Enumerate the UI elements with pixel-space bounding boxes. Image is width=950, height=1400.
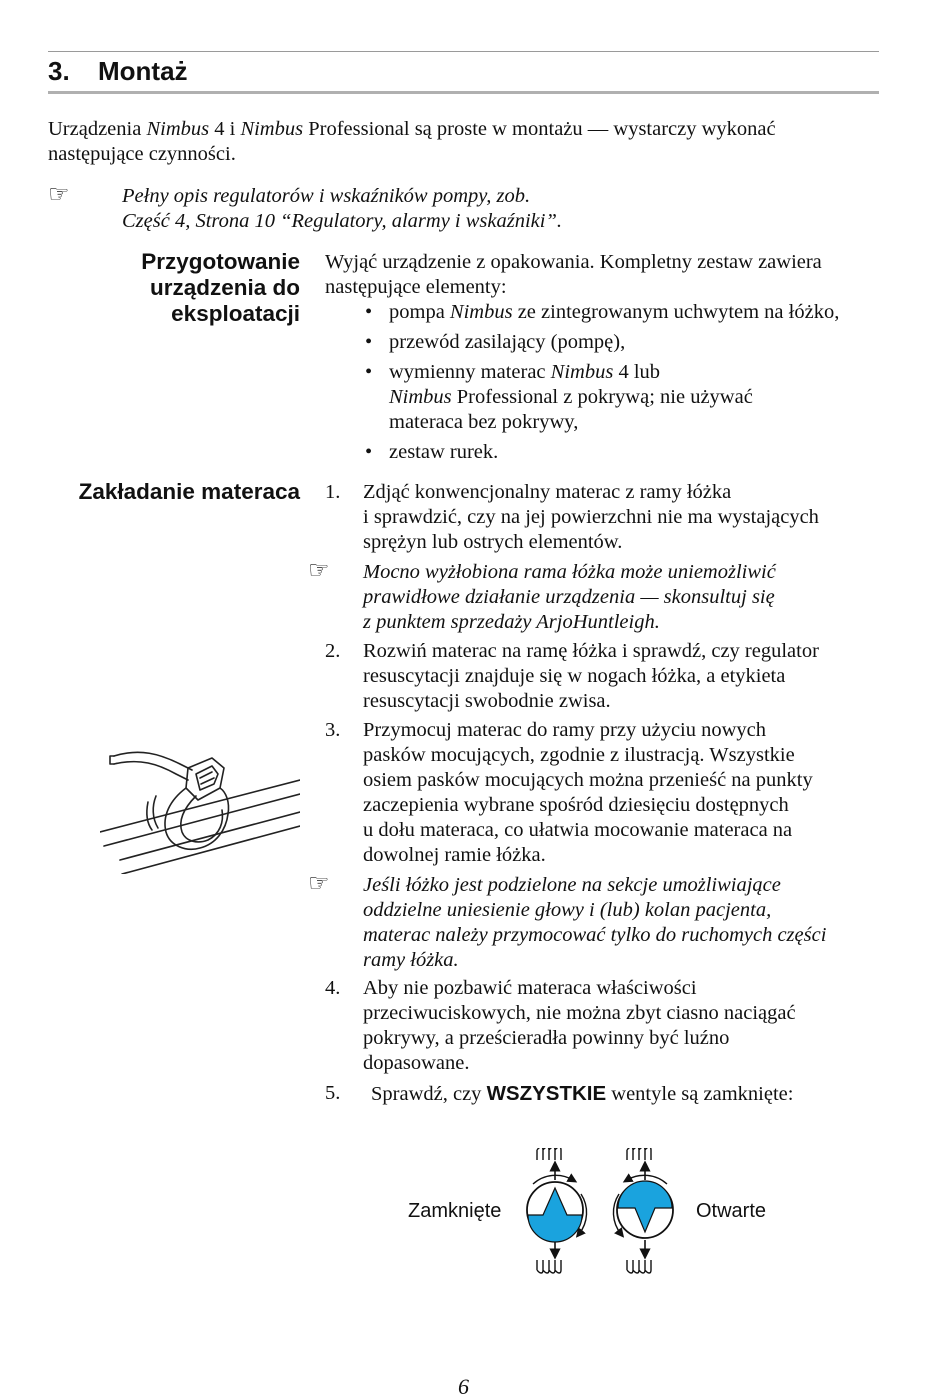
step-line: dopasowane. (363, 1052, 470, 1074)
emphasis-text: WSZYSTKIE (486, 1082, 607, 1105)
section-number: 3. (48, 56, 70, 86)
step-text (371, 1081, 891, 1107)
product-name: Nimbus (449, 301, 513, 323)
valve-open-label: Otwarte (696, 1200, 767, 1222)
note-line: z punktem sprzedaży ArjoHuntleigh. (363, 611, 660, 633)
step-line: dowolnej ramie łóżka. (363, 844, 546, 866)
strap-band (114, 752, 192, 770)
heading-line: Przygotowanie (141, 249, 300, 274)
buckle (186, 758, 224, 800)
tube-end-top (537, 1148, 561, 1160)
pointing-hand-icon: ☞ (308, 556, 330, 584)
bed-rail (122, 826, 300, 874)
step-text (363, 718, 883, 868)
step-number: 5. (325, 1082, 341, 1104)
note-3 (363, 873, 903, 973)
page-number: 6 (458, 1374, 469, 1399)
list-item (363, 360, 895, 435)
intro-text: Professional są proste w montażu — wystarczy wykonać (303, 118, 776, 140)
step-text (363, 639, 883, 714)
intro-paragraph (48, 117, 888, 167)
item-text: przewód zasilający (pompę), (389, 331, 626, 353)
step-line: u dołu materaca, co ułatwia mocowanie materaca na (363, 819, 793, 841)
note-line: oddzielne uniesienie głowy i (lub) kolan pacjenta, (363, 899, 772, 921)
step-line: Zdjąć konwencjonalny materac z ramy łóżka (363, 481, 732, 503)
note-1-line: Część 4, Strona 10 “Regulatory, alarmy i wskaźniki”. (122, 210, 562, 232)
tube-end-top (627, 1148, 651, 1160)
note-line: materac należy przymocować tylko do ruchomych części (363, 924, 827, 946)
strap-band (114, 762, 188, 780)
note-2 (363, 560, 893, 635)
list-item (363, 440, 895, 465)
product-name: Nimbus (240, 118, 304, 140)
step-line: Rozwiń materac na ramę łóżka i sprawdź, czy regulator (363, 640, 819, 662)
tube-end-bottom (627, 1260, 651, 1273)
intro-line-2: następujące czynności. (48, 143, 236, 165)
item-text: 4 lub (613, 361, 661, 383)
heading-line: urządzenia do (149, 275, 300, 300)
valve-closed (527, 1148, 587, 1273)
pointing-hand-icon: ☞ (48, 180, 70, 208)
step-text (363, 480, 883, 555)
step-number: 4. (325, 977, 341, 999)
product-name: Nimbus (550, 361, 614, 383)
step-line: Aby nie pozbawić materaca właściwości (363, 977, 697, 999)
section-title-text: Montaż (98, 56, 188, 86)
preparation-body (325, 250, 895, 470)
note-line: prawidłowe działanie urządzenia — skonsultuj się (363, 586, 775, 608)
step-number: 1. (325, 481, 341, 503)
note-line: ramy łóżka. (363, 949, 459, 971)
item-text: pompa (389, 301, 450, 323)
item-text: ze zintegrowanym uchwytem na łóżko, (512, 301, 840, 323)
step-line: pokrywy, a prześcieradła powinny być luźno (363, 1027, 730, 1049)
intro-text: 4 i (209, 118, 241, 140)
step-line: i sprawdzić, czy na jej powierzchni nie ma wystających (363, 506, 819, 528)
note-line: Jeśli łóżko jest podzielone na sekcje umożliwiające (363, 874, 781, 896)
step-line: pasków mocujących, zgodnie z ilustracją. Wszystkie (363, 744, 795, 766)
note-1 (122, 184, 882, 234)
step-line: osiem pasków mocujących można przenieść na punkty (363, 769, 813, 791)
valve-open (613, 1148, 673, 1273)
item-text: Professional z pokrywą; nie używać (451, 386, 753, 408)
package-contents-list (363, 300, 895, 465)
side-heading-mattress: Zakładanie materaca (78, 479, 300, 504)
note-line: Mocno wyżłobiona rama łóżka może uniemożliwić (363, 561, 776, 583)
header-top-rule (48, 51, 879, 52)
header-bottom-rule (48, 91, 879, 94)
item-text: wymienny materac (389, 361, 551, 383)
valve-closed-label: Zamknięte (408, 1200, 502, 1222)
item-text: materaca bez pokrywy, (389, 411, 579, 433)
product-name: Nimbus (146, 118, 210, 140)
preparation-intro-line: Wyjąć urządzenie z opakowania. Kompletny zestaw zawiera (325, 251, 822, 273)
intro-line-1 (48, 117, 888, 142)
side-heading-preparation (60, 249, 300, 327)
step-number: 3. (325, 719, 341, 741)
product-name: Nimbus (389, 386, 452, 408)
step-line: Przymocuj materac do ramy przy użyciu nowych (363, 719, 767, 741)
step-line: sprężyn lub ostrych elementów. (363, 531, 623, 553)
step-line: zaczepienia wybrane spośród dziesięciu dostępnych (363, 794, 789, 816)
note-1-line: Pełny opis regulatorów i wskaźników pompy, zob. (122, 185, 531, 207)
valve-diagram (510, 1148, 700, 1274)
preparation-intro-line: następujące elementy: (325, 276, 507, 298)
intro-text: Urządzenia (48, 118, 147, 140)
section-title (48, 54, 188, 88)
step-number: 2. (325, 640, 341, 662)
step-line: przeciwuciskowych, nie można zbyt ciasno naciągać (363, 1002, 796, 1024)
step-line: resuscytacji znajduje się w nogach łóżka, a etykieta (363, 665, 786, 687)
list-item (363, 300, 895, 325)
step-line: Sprawdź, czy (371, 1083, 487, 1105)
heading-line: eksploatacji (171, 301, 300, 326)
step-line: wentyle są zamknięte: (606, 1083, 794, 1105)
item-text: zestaw rurek. (389, 441, 499, 463)
step-text (363, 976, 883, 1076)
tube-end-bottom (537, 1260, 561, 1273)
step-line: resuscytacji swobodnie zwisa. (363, 690, 611, 712)
strap-illustration (100, 742, 300, 874)
list-item (363, 330, 895, 355)
pointing-hand-icon: ☞ (308, 869, 330, 897)
